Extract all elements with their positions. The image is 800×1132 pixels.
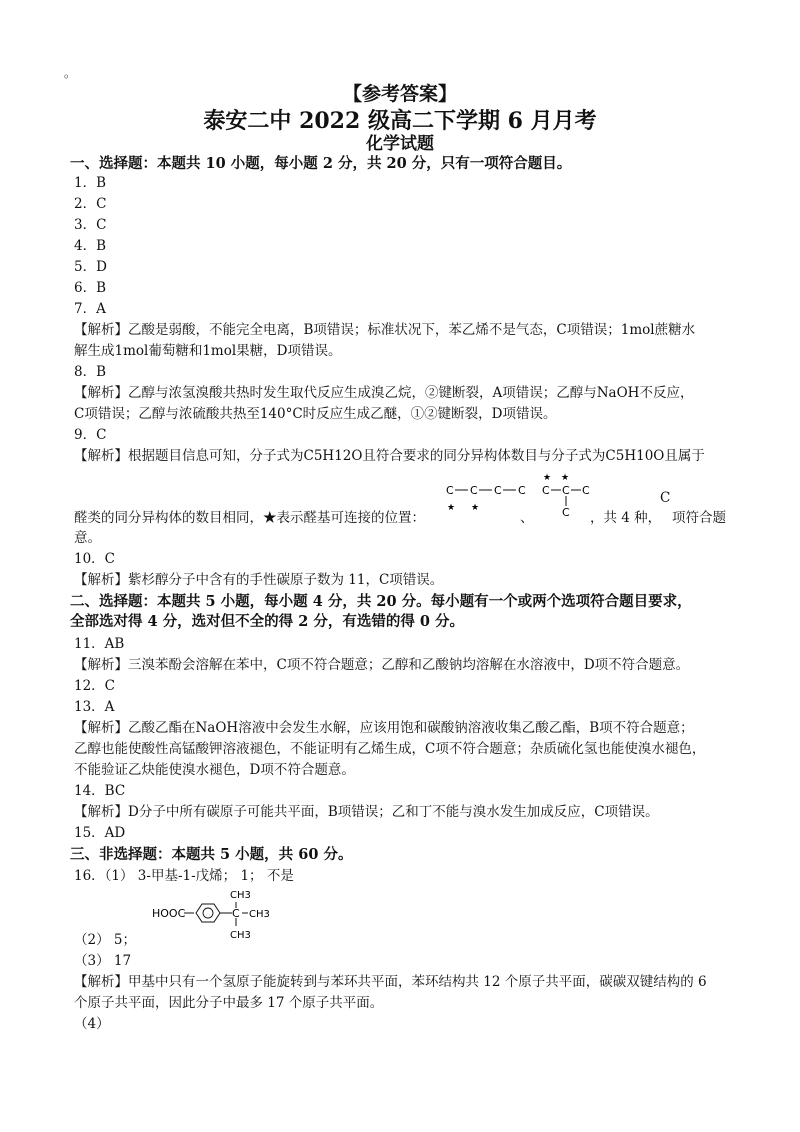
answer-q1: 1．B (74, 175, 107, 191)
explanation-q9-line3: 意。 (74, 530, 101, 546)
branch-atom-2: C (562, 484, 570, 497)
explanation-q13-line2: 乙醇也能使酸性高锰酸钾溶液褪色，不能证明有乙烯生成，C项不符合题意；杂质硫化氢也能使溴水褪色， (74, 741, 706, 757)
star-mark: ★ (561, 473, 570, 483)
star-mark: ★ (471, 503, 480, 513)
answer-label: 【参考答案】 (342, 83, 457, 105)
explanation-q9-line2-tail: 项符合题 (672, 510, 726, 526)
chain-atom-3: C (494, 484, 502, 497)
answer-q4: 4．B (74, 238, 107, 254)
answer-q11: 11．AB (74, 636, 125, 652)
answer-q15: 15．AD (74, 825, 126, 841)
section1-heading: 一、选择题：本题共 10 小题，每小题 2 分，共 20 分，只有一项符合题目。 (70, 155, 572, 172)
explanation-q13-line1: 【解析】乙酸乙酯在NaOH溶液中会发生水解，应该用饱和碳酸钠溶液收集乙酸乙酯，B项不符合题意； (74, 720, 694, 736)
explanation-q7-line2: 解生成1mol葡萄糖和1mol果糖，D项错误。 (74, 343, 342, 359)
struct-ch3-right: CH3 (249, 909, 270, 920)
branch-atom-1: C (542, 484, 550, 497)
explanation-q10: 【解析】紫杉醇分子中含有的手性碳原子数为 11，C项错误。 (74, 572, 444, 588)
explanation-q14: 【解析】D分子中所有碳原子可能共平面，B项错误；乙和丁不能与溴水发生加成反应，C项错误。 (74, 804, 659, 820)
tert-butylbenzoic-acid-structure (148, 880, 278, 942)
stray-dot: 。 (64, 66, 77, 80)
explanation-q8-line2: C项错误；乙醇与浓硫酸共热至140°C时反应生成乙醚，①②键断裂，D项错误。 (74, 406, 557, 422)
answer-q10: 10．C (74, 551, 116, 567)
explanation-q9-separator: 、 (520, 510, 534, 526)
explanation-q9-line2-right: ，共 4 种， (590, 510, 662, 526)
explanation-q16-line1: 【解析】甲基中只有一个氢原子能旋转到与苯环共平面，苯环结构共 12 个原子共平面，碳碳双键结构的 6 (74, 974, 707, 990)
section2-heading-line1: 二、选择题：本题共 5 小题，每小题 4 分，共 20 分。每小题有一个或两个选项符合题目要求， (70, 593, 692, 610)
answer-q13: 13．A (74, 699, 115, 715)
answer-q8: 8．B (74, 364, 107, 380)
struct-ch3-top: CH3 (230, 890, 251, 901)
struct-hooc: HOOC (152, 907, 186, 920)
section2-heading-line2: 全部选对得 4 分，选对但不全的得 2 分，有选错的得 0 分。 (70, 613, 465, 630)
aldehyde-chain-structure (438, 476, 530, 518)
star-mark: ★ (447, 503, 456, 513)
explanation-q9-line2-left: 醛类的同分异构体的数目相同，★表示醛基可连接的位置： (74, 510, 425, 526)
aldehyde-branch-structure (536, 470, 596, 522)
answer-q16-part2: （2） 5； (74, 932, 136, 948)
struct-ch3-bottom: CH3 (230, 930, 251, 941)
answer-q16-part4: （4） (74, 1016, 110, 1032)
explanation-q16-line2: 个原子共平面，因此分子中最多 17 个原子共平面。 (74, 995, 384, 1011)
answer-q6: 6．B (74, 280, 107, 296)
explanation-q11: 【解析】三溴苯酚会溶解在苯中，C项不符合题意；乙醇和乙酸钠均溶解在水溶液中，D项不符合题意。 (74, 657, 690, 673)
branch-atom-3: C (582, 484, 590, 497)
answer-q16-part3: （3） 17 (74, 953, 132, 969)
chain-atom-1: C (446, 484, 454, 497)
answer-q7: 7．A (74, 301, 106, 317)
answer-q3: 3．C (74, 217, 107, 233)
answer-q9: 9．C (74, 427, 107, 443)
answer-q14: 14．BC (74, 783, 126, 799)
section3-heading: 三、非选择题：本题共 5 小题，共 60 分。 (70, 846, 353, 863)
branch-atom-4: C (562, 506, 570, 519)
explanation-q8-line1: 【解析】乙醇与浓氢溴酸共热时发生取代反应生成溴乙烷，②键断裂，A项错误；乙醇与NaOH不反应， (74, 385, 694, 401)
answer-q2: 2．C (74, 196, 107, 212)
explanation-q9-option-letter: C (660, 490, 671, 506)
explanation-q9-line1: 【解析】根据题目信息可知，分子式为C5H12O且符合要求的同分异构体数目与分子式为C5H10O且属于 (74, 448, 705, 464)
star-mark: ★ (543, 473, 552, 483)
answer-q16-part1: 16．（1） 3-甲基-1-戊烯； 1； 不是 (74, 868, 294, 884)
explanation-q13-line3: 不能验证乙炔能使溴水褪色，D项不符合题意。 (74, 762, 355, 778)
explanation-q7-line1: 【解析】乙酸是弱酸，不能完全电离，B项错误；标准状况下，苯乙烯不是气态，C项错误；1mol蔗糖水 (74, 322, 696, 338)
struct-quaternary-carbon: C (232, 907, 240, 920)
answer-q12: 12．C (74, 678, 116, 694)
answer-q5: 5．D (74, 259, 107, 275)
chain-atom-2: C (470, 484, 478, 497)
page-title: 泰安二中 2022 级高二下学期 6 月月考 (203, 108, 597, 134)
chain-atom-4: C (518, 484, 526, 497)
page-subtitle: 化学试题 (366, 134, 434, 154)
